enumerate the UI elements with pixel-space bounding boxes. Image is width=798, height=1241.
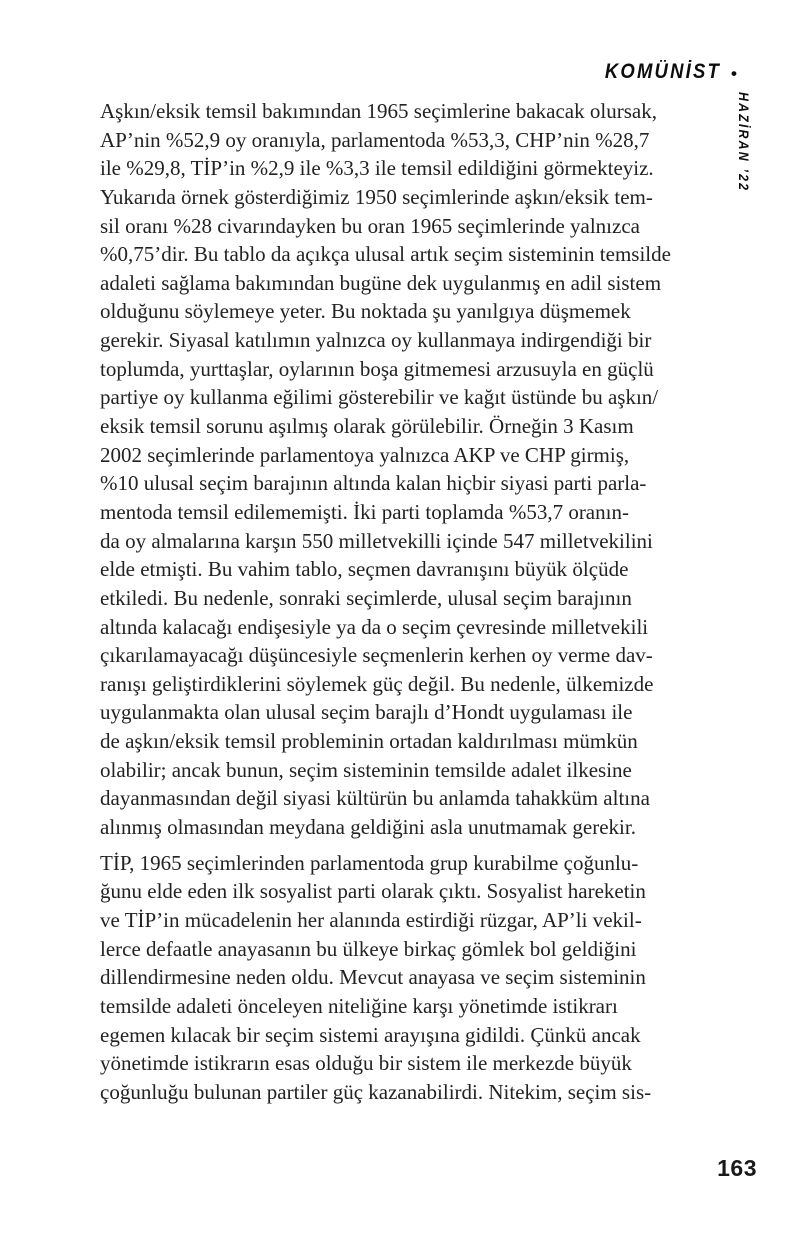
text-line: toplumda, yurttaşlar, oylarının boşa gitmemesi arzusuyla en güçlü (100, 356, 654, 381)
body-text (100, 97, 698, 1106)
text-line: partiye oy kullanma eğilimi gösterebilir ve kağıt üstünde bu aşkın/ (100, 385, 659, 410)
text-line: uygulanmakta olan ulusal seçim barajlı d’Hondt uygulaması ile (100, 700, 633, 725)
paragraph (100, 97, 698, 842)
text-line: %0,75’dir. Bu tablo da açıkça ulusal artık seçim sisteminin temsilde (100, 242, 671, 267)
text-line: ğunu elde eden ilk sosyalist parti olarak çıktı. Sosyalist hareketin (100, 879, 646, 904)
text-line: lerce defaatle anayasanın bu ülkeye birkaç gömlek bol geldiğini (100, 936, 637, 961)
text-line: gerekir. Siyasal katılımın yalnızca oy kullanmaya indirgendiği bir (100, 328, 652, 353)
text-line: çıkarılamayacağı düşüncesiyle seçmenlerin kerhen oy verme dav- (100, 643, 653, 668)
text-line: de aşkın/eksik temsil probleminin ortadan kaldırılması mümkün (100, 729, 638, 754)
text-line: altında kalacağı endişesiyle ya da o seçim çevresinde milletvekili (100, 614, 649, 639)
text-line: adaleti sağlama bakımından bugüne dek uygulanmış en adil sistem (100, 270, 662, 295)
text-line: elde etmişti. Bu vahim tablo, seçmen davranışını büyük ölçüde (100, 557, 629, 582)
text-line: Yukarıda örnek gösterdiğimiz 1950 seçimlerinde aşkın/eksik tem- (100, 184, 653, 209)
text-line: da oy almalarına karşın 550 milletvekilli içinde 547 milletvekilini (100, 528, 653, 553)
text-line: Aşkın/eksik temsil bakımından 1965 seçimlerine bakacak olursak, (100, 99, 657, 123)
text-line: dillendirmesine neden oldu. Mevcut anayasa ve seçim sisteminin (100, 965, 646, 990)
text-line: ranışı geliştirdiklerini söylemek güç değil. Bu nedenle, ülkemizde (100, 671, 654, 696)
text-line: olabilir; ancak bunun, seçim sisteminin temsilde adalet ilkesine (100, 757, 632, 782)
masthead-title: KOMÜNİST (604, 60, 722, 83)
text-line: temsilde adaleti önceleyen niteliğine karşı yönetimde istikrarı (100, 993, 618, 1018)
text-line: AP’nin %52,9 oy oranıyla, parlamentoda %53,3, CHP’nin %28,7 (100, 127, 650, 152)
text-line: yönetimde istikrarın esas olduğu bir sistem ile merkezde büyük (100, 1051, 632, 1076)
text-line: dayanmasından değil siyasi kültürün bu anlamda tahakküm altına (100, 786, 650, 811)
text-line: ve TİP’in mücadelenin her alanında estirdiği rüzgar, AP’li vekil- (100, 907, 642, 932)
text-line: çoğunluğu bulunan partiler güç kazanabilirdi. Nitekim, seçim sis- (100, 1079, 652, 1104)
page-number: 163 (717, 1155, 757, 1181)
text-line: etkiledi. Bu nedenle, sonraki seçimlerde, ulusal seçim barajının (100, 585, 632, 610)
running-head (589, 60, 737, 84)
text-line: eksik temsil sorunu aşılmış olarak görülebilir. Örneğin 3 Kasım (100, 414, 634, 439)
text-line: sil oranı %28 civarındayken bu oran 1965 seçimlerinde yalnızca (100, 213, 640, 238)
issue-date-label: HAZİRAN ’22 (736, 92, 752, 193)
text-line: olduğunu söylemeye yeter. Bu noktada şu yanılgıya düşmemek (100, 299, 631, 324)
issue-date-vertical (736, 92, 752, 206)
text-line: alınmış olmasından meydana geldiğini asla unutmamak gerekir. (100, 815, 636, 840)
text-line: TİP, 1965 seçimlerinden parlamentoda grup kurabilme çoğunlu- (100, 850, 639, 875)
text-line: mentoda temsil edilememişti. İki parti toplamda %53,7 oranın- (100, 499, 629, 524)
text-line: ile %29,8, TİP’in %2,9 ile %3,3 ile temsil edildiğini görmekteyiz. (100, 156, 654, 181)
paragraph (100, 849, 698, 1107)
text-line: %10 ulusal seçim barajının altında kalan hiçbir siyasi parti parla- (100, 471, 647, 496)
text-line: 2002 seçimlerinde parlamentoya yalnızca AKP ve CHP girmiş, (100, 442, 630, 467)
bullet-icon: • (731, 63, 737, 83)
text-line: egemen kılacak bir seçim sistemi arayışına gidildi. Çünkü ancak (100, 1022, 641, 1047)
